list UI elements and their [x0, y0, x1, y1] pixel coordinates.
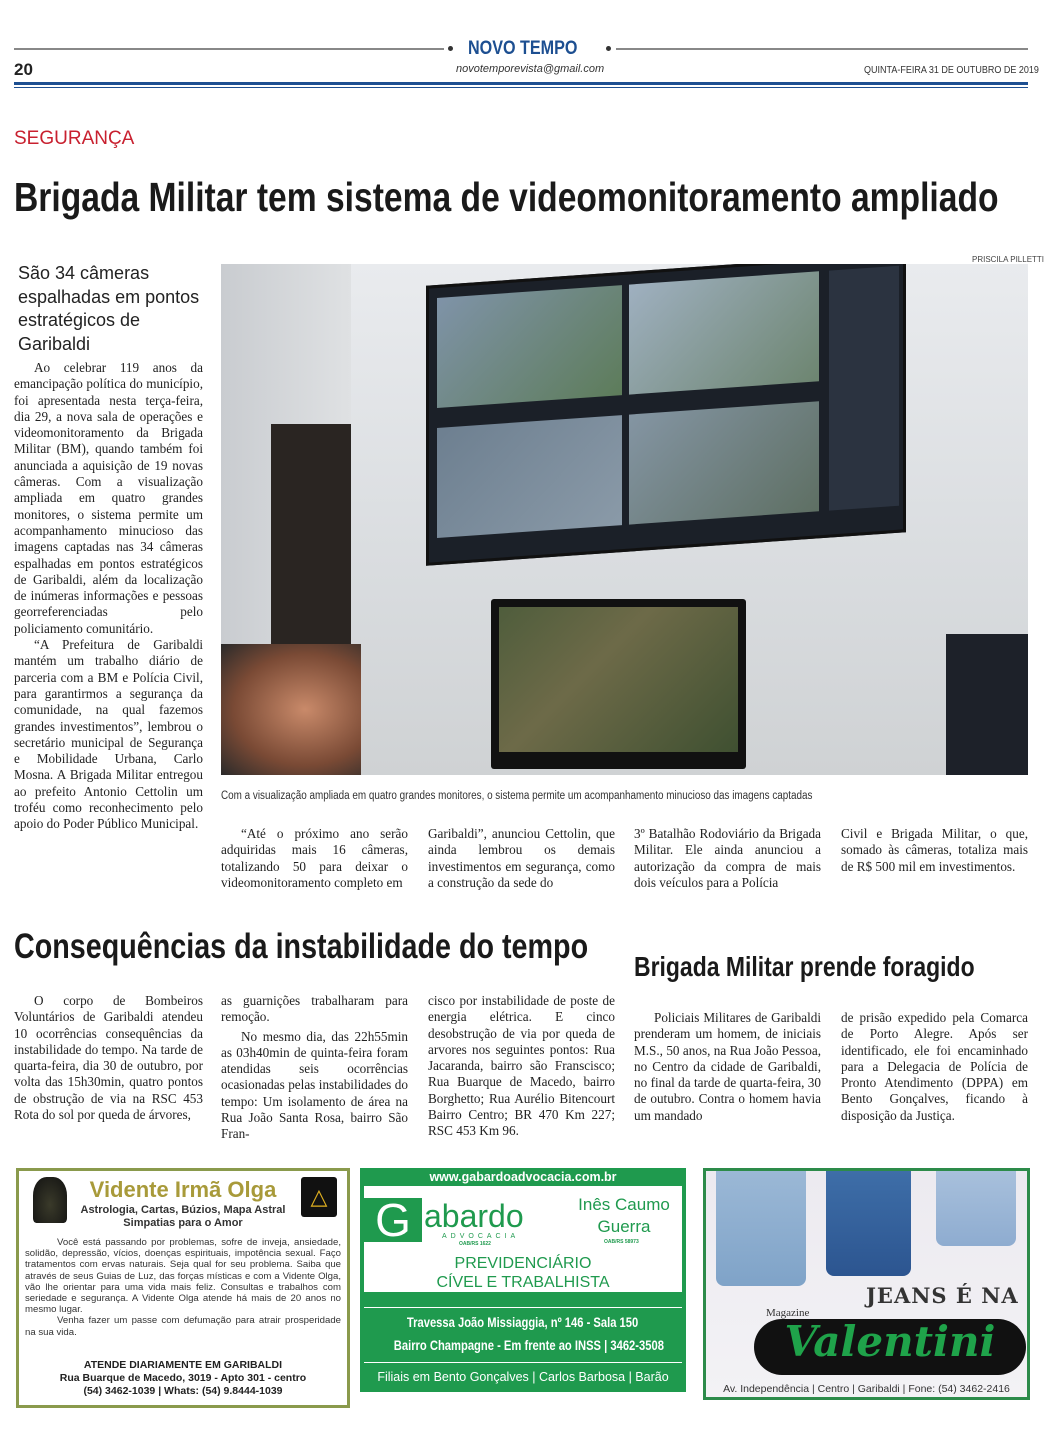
article-column — [221, 826, 408, 891]
address-line: Travessa João Missiaggia, nº 146 - Sala 150 — [407, 1314, 639, 1330]
article-column — [428, 993, 615, 1140]
ad-subtitle-2: Simpatias para o Amor — [123, 1217, 243, 1229]
ad-valentini[interactable] — [703, 1168, 1030, 1400]
header-dot — [448, 46, 453, 51]
paragraph: Garibaldi”, anunciou Cettolin, que ainda lembrou os demais investimentos em segurança, como a construção da sede do — [428, 826, 615, 890]
ad-contact-line: ATENDE DIARIAMENTE EM GARIBALDI — [83, 1359, 283, 1371]
ad-logo-panel — [364, 1186, 682, 1292]
article-photo — [221, 264, 1028, 775]
article-headline: Brigada Militar tem sistema de videomonitoramento ampliado — [14, 174, 999, 220]
logo-subtext: ADVOCACIA — [442, 1233, 520, 1240]
article-column — [841, 1010, 1028, 1124]
photo-credit: PRISCILA PILLETTI — [972, 255, 1045, 264]
ad-title: Vidente Irmã Olga — [89, 1177, 277, 1202]
ad-subtitle-1: Astrologia, Cartas, Búzios, Mapa Astral — [80, 1204, 286, 1216]
paragraph: Ao celebrar 119 anos da emancipação política do município, foi apresentada nesta terça-feira, dia 29, a nova sala de operações e videomonitoramento da Brigada Militar (BM), quando também foi anunciada a aquisição de 19 novas câmeras. Com a visualização ampliada em quatro grandes monitores, o sistema permite um acompanhamento minucioso das imagens captadas nas 34 câmeras espalhadas em pontos estratégicos de Garibaldi, além da localização de inúmeras informações e pessoas georreferenciadas pelo policiamento comunitário. — [14, 360, 203, 636]
paragraph: No mesmo dia, das 22h55min as 03h40min de quinta-feira foram atendidas seis ocorrências ocasionadas pelas instabilidades do tempo: Um isolamento de área na Rua João Santa Rosa, bairro São Fran- — [221, 1028, 408, 1142]
logo-g: G — [364, 1198, 422, 1242]
ad-branches: Filiais em Bento Gonçalves | Carlos Barbosa | Barão — [377, 1370, 669, 1384]
ad-contact — [19, 1359, 347, 1398]
side-monitor — [946, 634, 1028, 775]
article-column — [634, 1010, 821, 1124]
photo-caption: Com a visualização ampliada em quatro grandes monitores, o sistema permite um acompanhamento minucioso das imagens captadas — [221, 790, 813, 802]
header-rule — [14, 87, 1028, 88]
ad-footer: Av. Independência | Centro | Garibaldi | Fone: (54) 3462-2416 — [723, 1383, 1010, 1395]
ad-url[interactable]: www.gabardoadvocacia.com.br — [429, 1170, 617, 1184]
article-column — [14, 993, 203, 1123]
paragraph: de prisão expedido pela Comarca de Porto Alegre. Após ser identificado, ele foi encaminhado para a Delegacia de Polícia de Pronto Atendimento (DPPA) em Bento Gonçalves, ficando à disposição da Justiça. — [841, 1010, 1028, 1123]
article-column — [428, 826, 615, 891]
ad-contact-line: Rua Buarque de Macedo, 3019 - Apto 301 - centro — [59, 1372, 307, 1384]
header-rule-right — [616, 48, 1028, 50]
lawyer-name: Inês Caumo Guerra — [578, 1195, 670, 1236]
article-column — [14, 360, 203, 833]
ad-address — [360, 1311, 686, 1357]
header-email: novotemporevista@gmail.com — [456, 63, 605, 75]
article-lead: São 34 câmeras espalhadas em pontos estratégicos de Garibaldi — [18, 263, 200, 354]
header-rule — [14, 82, 1028, 85]
operator — [221, 644, 361, 775]
paragraph: as guarnições trabalharam para remoção. — [221, 993, 408, 1025]
oab-number: OAB/RS 58973 — [604, 1239, 639, 1245]
oab-number: OAB/RS 1622 — [459, 1241, 491, 1247]
logo-text: abardo — [424, 1198, 524, 1234]
header-dot — [606, 46, 611, 51]
ad-gabardo-advocacia[interactable] — [360, 1168, 686, 1392]
jeans-image — [936, 1171, 1016, 1246]
article-column — [221, 993, 408, 1143]
ad-magazine-label: Magazine — [766, 1307, 810, 1319]
ad-brand-logo: Valentini — [784, 1317, 996, 1366]
ad-body-text: Venha fazer um passe com defumação para atrair prosperidade na sua vida. — [25, 1315, 341, 1338]
page-number: 20 — [14, 60, 33, 79]
header-date: QUINTA-FEIRA 31 DE OUTUBRO DE 2019 — [864, 65, 1039, 76]
article-headline: Brigada Militar prende foragido — [634, 951, 975, 982]
paragraph: “Até o próximo ano serão adquiridas mais 16 câmeras, totalizando 50 para deixar o videomonitoramento completo em — [221, 826, 408, 890]
header-rule-left — [14, 48, 444, 50]
ad-body-text: Você está passando por problemas, sofre de inveja, ansiedade, solidão, depressão, vícios, doenças espirituais, impotência sexual. Faço tratamentos com ervas naturais. Seja qual for seu problema. Saiba que através de seus Guias de Luz, das forças místicas e com a Vidente Olga, vão lhe orientar para uma vida mais feliz. Consultas e trabalhos com seriedade e segurança. A Vidente Olga atende há mais de 20 anos no mesmo lugar. — [25, 1237, 341, 1316]
jeans-image — [716, 1171, 806, 1286]
paragraph: “A Prefeitura de Garibaldi mantém um trabalho diário de parceria com a BM e Polícia Civil, para garantirmos a segurança da comunidade, na qual fazemos grandes investimentos”, lembrou o secretário municipal de Segurança e Mobilidade Urbana, Carlo Mosna. A Brigada Militar entregou ao prefeito Antonio Cettolin um troféu como reconhecimento pelo apoio do Poder Público Municipal. — [14, 637, 203, 832]
jeans-image — [826, 1171, 911, 1276]
ad-body — [25, 1237, 341, 1338]
paragraph: Policiais Militares de Garibaldi prenderam um homem, de iniciais M.S., 50 anos, na Rua João Pessoa, no Centro da cidade de Garibaldi, no final da tarde de quarta-feira, 30 de outubro. Contra o homem havia um mandado — [634, 1010, 821, 1123]
video-wall — [426, 264, 906, 566]
practice-area: PREVIDENCIÁRIO — [454, 1255, 592, 1272]
article-column — [634, 826, 821, 891]
article-headline: Consequências da instabilidade do tempo — [14, 927, 589, 966]
practice-area: CÍVEL E TRABALHISTA — [436, 1274, 610, 1291]
paragraph: O corpo de Bombeiros Voluntários de Garibaldi atendeu 10 ocorrências consequências da instabilidade do tempo. Na tarde de quarta-feira, dia 30 de outubro, por volta das 15h30min, quatro pontos de obstrução de via na RSC 453 Rota do sol por queda de árvores, — [14, 993, 203, 1123]
ad-tagline: JEANS É NA — [866, 1283, 1019, 1308]
paragraph: cisco por instabilidade de poste de energia elétrica. E cinco desobstrução de via por queda de arvores nos seguintes pontos: Rua Jacaranda, bairro são Franscisco; Rua Buarque de Macedo, bairro Borghetto; Rua Aurélio Bitencourt Bairro Centro; BR 470 Km 227; RSC 453 Km 96. — [428, 993, 615, 1139]
paragraph: Civil e Brigada Militar, o que, somado às câmeras, totaliza mais de R$ 500 mil em investimentos. — [841, 826, 1028, 874]
practice-areas — [364, 1254, 682, 1292]
address-line: Bairro Champagne - Em frente ao INSS | 3462-3508 — [393, 1337, 664, 1353]
paragraph: 3º Batalhão Rodoviário da Brigada Militar. Ele ainda anunciou a autorização da compra de mais dois veículos para a Polícia — [634, 826, 821, 890]
section-label: SEGURANÇA — [14, 128, 135, 149]
article-column — [841, 826, 1028, 875]
ad-contact-line: (54) 3462-1039 | Whats: (54) 9.8444-1039 — [83, 1385, 283, 1397]
ad-vidente-olga[interactable] — [16, 1168, 350, 1408]
brand-name: NOVO TEMPO — [468, 38, 578, 59]
eye-triangle-icon: △ — [301, 1177, 337, 1217]
ad-subtitle — [19, 1204, 347, 1230]
desk-monitor — [491, 599, 746, 769]
